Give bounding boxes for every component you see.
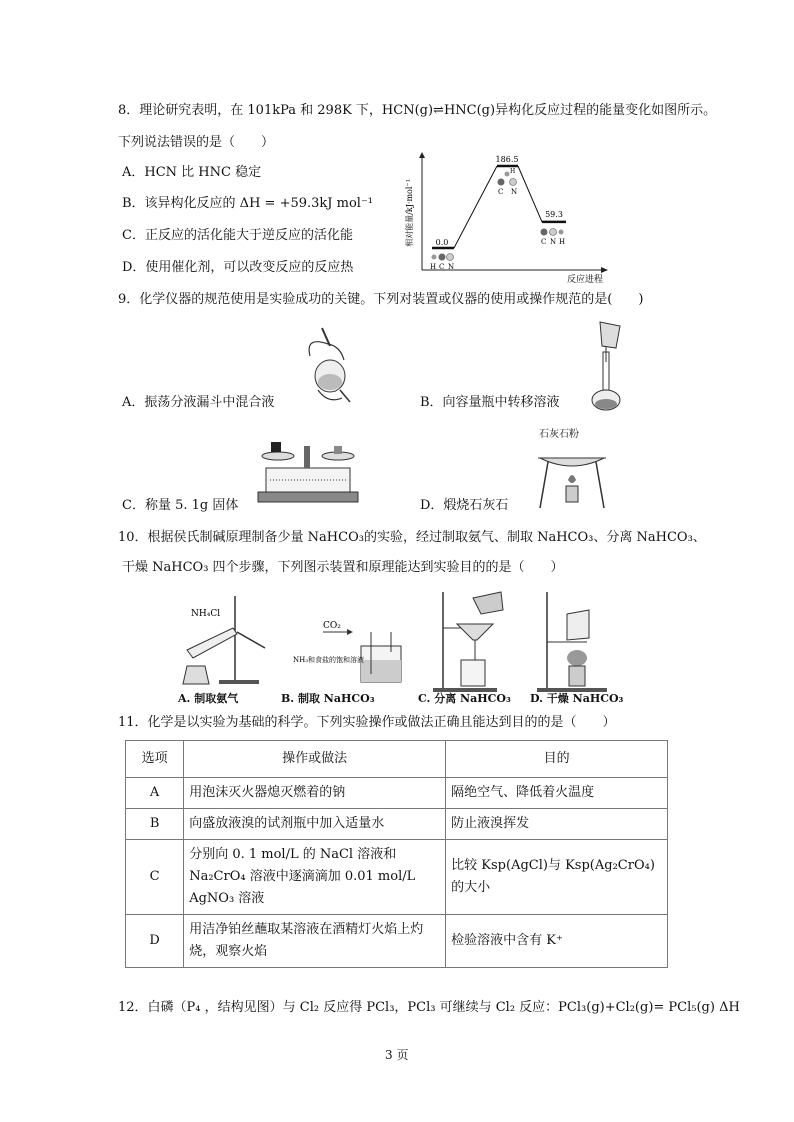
- row-goal: 防止液溴挥发: [446, 809, 668, 840]
- table-header-row: [126, 741, 668, 778]
- row-option: A: [126, 778, 184, 809]
- svg-text:C: C: [541, 238, 547, 246]
- energy-profile-chart: [402, 148, 612, 286]
- q9-option-b: B．向容量瓶中转移溶液: [420, 395, 560, 410]
- q11-table: [125, 740, 668, 968]
- apparatus-a: [183, 596, 265, 684]
- q10-stem-line2: 干燥 NaHCO₃ 四个步骤，下列图示装置和原理能达到实验目的的是（ ）: [122, 560, 564, 575]
- q10-caption-a: A. 制取氨气: [178, 692, 239, 705]
- apparatus-c: [433, 592, 503, 692]
- svg-text:C: C: [439, 263, 445, 271]
- molecule-hcn: [430, 254, 454, 272]
- q9-option-c: C．称量 5. 1g 固体: [122, 498, 239, 513]
- level-label-ts: 186.5: [495, 155, 519, 164]
- svg-text:CO₂: CO₂: [323, 621, 341, 631]
- energy-path-segment: [454, 166, 497, 248]
- q8-stem-line2: 下列说法错误的是（ ）: [118, 135, 275, 150]
- q8-option-a: A．HCN 比 HNC 稳定: [122, 165, 262, 180]
- q10-caption-b: B. 制取 NaHCO₃: [281, 692, 375, 705]
- header-goal: 目的: [446, 741, 668, 778]
- table-row: [126, 809, 668, 840]
- chart-xlabel: 反应进程: [567, 275, 604, 285]
- row-option: D: [126, 915, 184, 968]
- q10-caption-c: C. 分离 NaHCO₃: [418, 692, 511, 705]
- q9-option-a: A．振荡分液漏斗中混合液: [122, 395, 275, 410]
- row-goal: 比较 Ksp(AgCl)与 Ksp(Ag₂CrO₄)的大小: [446, 840, 668, 915]
- svg-text:C: C: [498, 188, 504, 196]
- table-row: [126, 778, 668, 809]
- svg-text:H: H: [510, 168, 516, 175]
- q8-option-b: B．该异构化反应的 ΔH = +59.3kJ mol⁻¹: [122, 196, 374, 211]
- level-label-start: 0.0: [435, 238, 449, 247]
- separatory-funnel-image: [300, 326, 360, 406]
- balance-image: [254, 438, 362, 508]
- table-row: [126, 915, 668, 968]
- q10-caption-d: D. 干燥 NaHCO₃: [530, 692, 624, 705]
- row-goal: 隔绝空气、降低着火温度: [446, 778, 668, 809]
- apparatus-d: [537, 592, 607, 692]
- row-goal: 检验溶液中含有 K⁺: [446, 915, 668, 968]
- y-axis-arrow: [419, 152, 425, 158]
- q8-option-c: C．正反应的活化能大于逆反应的活化能: [122, 228, 353, 243]
- x-axis-arrow: [601, 267, 608, 273]
- molecule-transition: [498, 168, 518, 196]
- row-option: C: [126, 840, 184, 915]
- crucible-heating-image: [534, 440, 610, 510]
- table-row: [126, 840, 668, 915]
- q12-stem: 12．白磷（P₄ ，结构见图）与 Cl₂ 反应得 PCl₃，PCl₃ 可继续与 Cl₂ 反应：PCl₃(g)+Cl₂(g)= PCl₅(g) ΔH: [118, 1000, 740, 1015]
- level-label-end: 59.3: [545, 210, 563, 219]
- row-operation: 分别向 0. 1 mol/L 的 NaCl 溶液和 Na₂CrO₄ 溶液中逐滴滴加 0.01 mol/L AgNO₃ 溶液: [184, 840, 446, 915]
- q10-stem-line1: 10．根据侯氏制碱原理制备少量 NaHCO₃的实验，经过制取氨气、制取 NaHCO₃、分离 NaHCO₃、: [118, 530, 706, 545]
- svg-text:N: N: [550, 238, 557, 246]
- volumetric-flask-image: [578, 318, 638, 413]
- q8-option-d: D．使用催化剂，可以改变反应的反应热: [122, 260, 354, 275]
- q9-option-d: D．煅烧石灰石: [420, 498, 509, 513]
- row-option: B: [126, 809, 184, 840]
- molecule-hnc: [541, 229, 566, 247]
- page-number: 3 页: [385, 1048, 409, 1062]
- row-operation: 用洁净铂丝蘸取某溶液在酒精灯火焰上灼烧，观察火焰: [184, 915, 446, 968]
- header-option: 选项: [126, 741, 184, 778]
- svg-text:N: N: [511, 188, 518, 196]
- energy-levels: [432, 166, 566, 248]
- svg-text:N: N: [448, 263, 455, 271]
- row-operation: 用泡沫灭火器熄灭燃着的钠: [184, 778, 446, 809]
- q8-stem-line1: 8．理论研究表明，在 101kPa 和 298K 下，HCN(g)⇌HNC(g)异构化反应过程的能量变化如图所示。: [118, 103, 717, 118]
- q9-stem: 9．化学仪器的规范使用是实验成功的关键。下列对装置或仪器的使用或操作规范的是( ): [118, 292, 644, 307]
- apparatus-b: [293, 621, 401, 682]
- chart-ylabel: 相对能量/kJ·mol⁻¹: [405, 179, 414, 247]
- q11-stem: 11．化学是以实验为基础的科学。下列实验操作或做法正确且能达到目的的是（ ）: [118, 715, 616, 730]
- svg-text:NH₃和食盐的饱和溶液: NH₃和食盐的饱和溶液: [293, 656, 365, 664]
- svg-text:NH₄Cl: NH₄Cl: [191, 609, 221, 619]
- header-operation: 操作或做法: [184, 741, 446, 778]
- svg-text:H: H: [430, 263, 437, 271]
- svg-text:H: H: [559, 238, 566, 246]
- row-operation: 向盛放液溴的试剂瓶中加入适量水: [184, 809, 446, 840]
- energy-path-segment: [518, 166, 542, 222]
- limestone-label: 石灰石粉: [539, 429, 579, 440]
